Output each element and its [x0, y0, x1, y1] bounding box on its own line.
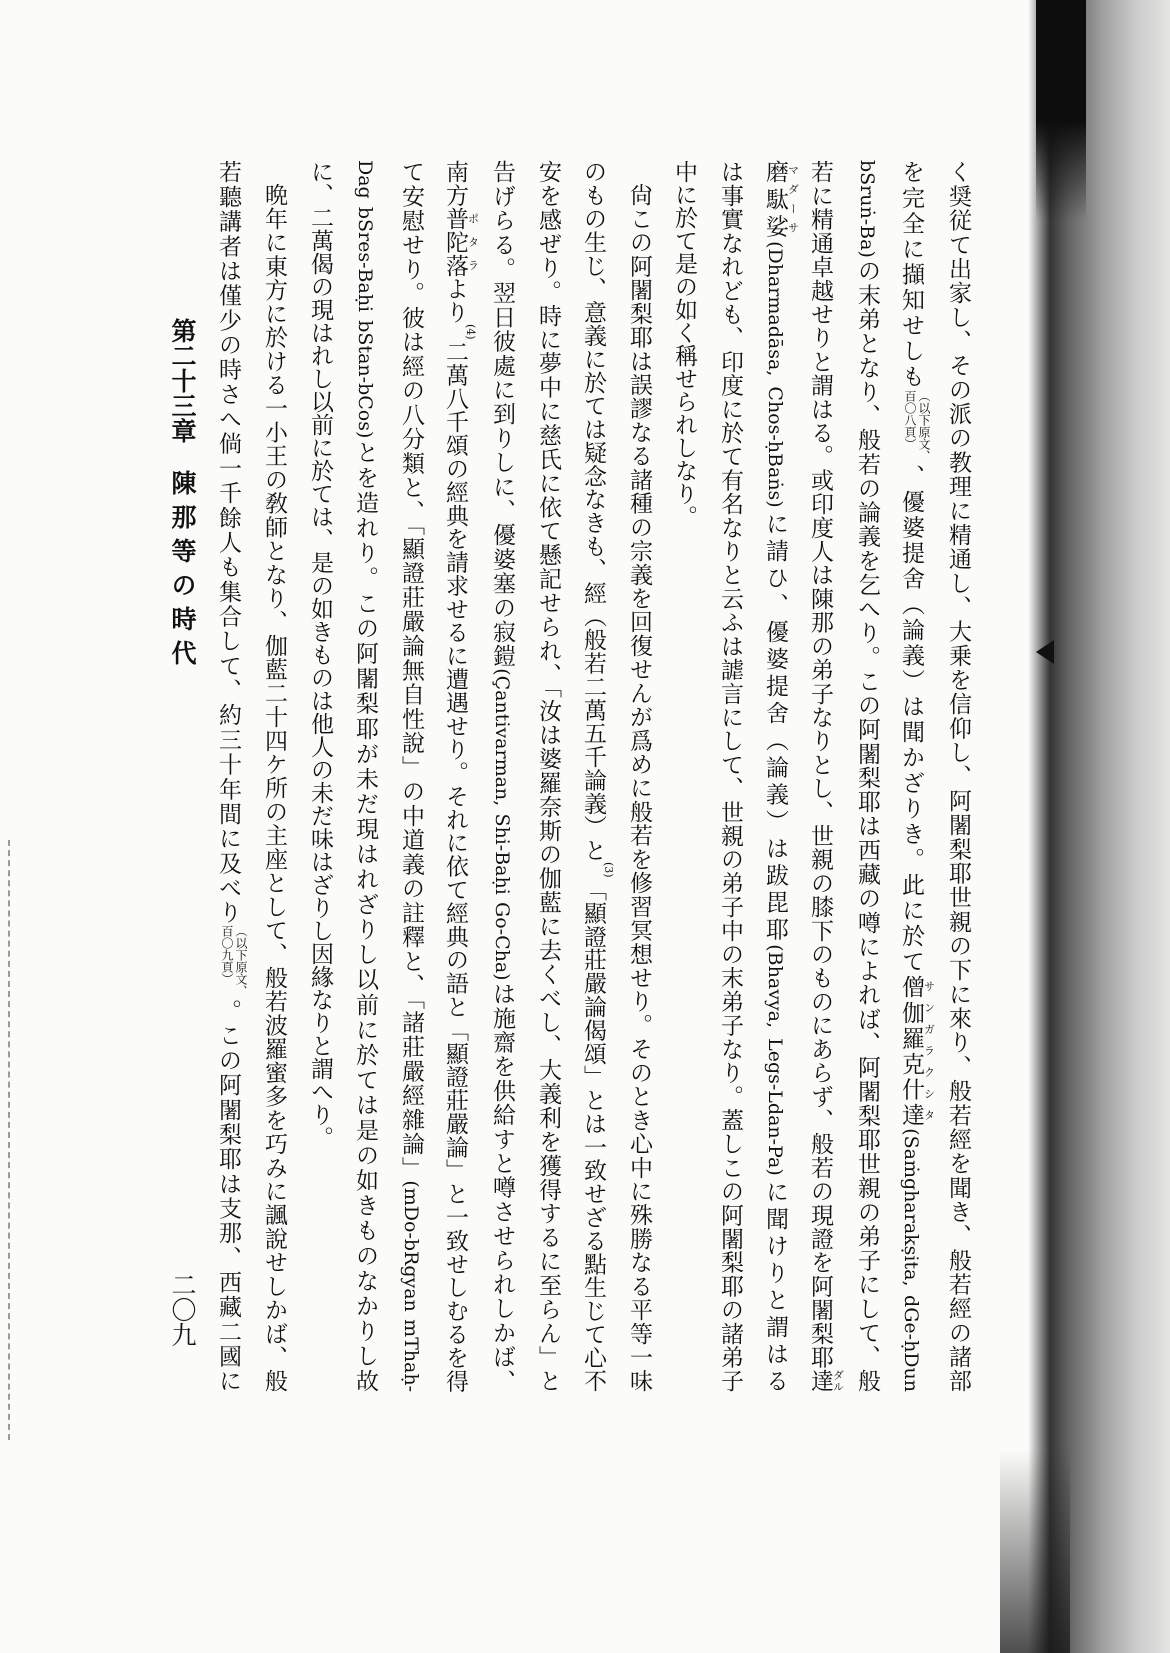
romanization: (Dharmadāsa, Chos-ḥBaṅs) [764, 241, 786, 508]
text-line-1 [935, 160, 981, 1392]
text-line-12 [433, 160, 479, 1392]
text-line-3 [844, 160, 890, 1392]
ruby-annotation [762, 160, 800, 242]
line-text: に請ひ、優婆提舍（論義）は跋毘耶 [762, 507, 788, 945]
ruby-annotation [442, 206, 480, 277]
romanization: (mDo-bRgyan mThaḥ- [400, 1180, 422, 1393]
line-text: 告げらる。翌日彼處に到りしに、優婆塞の寂鎧 [489, 160, 515, 669]
line-text: は事實なれども、印度に於て有名なりと云ふは謔言にして、世親の弟子中の末弟子なり。蓋しこの阿闍梨耶の諸弟子 [717, 160, 743, 1392]
line-text: 若に精通卓越せりと謂はる。或印度人は陳那の弟子なりとし、世親の膝下のものにあらず、般若の現證を阿闍梨耶 [807, 160, 833, 1369]
text-line-17 [205, 160, 251, 1392]
romanization: (Çantivarman, Shi-Baḥi Go-Cha) [491, 668, 513, 981]
binding-dark-edge [1036, 0, 1086, 220]
line-text: て安慰せり。彼は經の八分類と、「顯證莊嚴論無自性說」の中道義の註釋と、「諸莊嚴經雜論」 [398, 160, 424, 1181]
text-line-11 [479, 160, 525, 1392]
romanization: (Saṁgharakṣita, dGe-ḥDun [900, 1128, 922, 1393]
text-line-7 [661, 160, 707, 1392]
text-line-15 [297, 160, 343, 1392]
split-annotation [220, 925, 248, 997]
ruby-reading: ダル [831, 1369, 845, 1392]
annotation-line: （以下原文、 [917, 389, 931, 462]
text-line-16 [251, 160, 297, 1392]
line-text: 「顯證莊嚴論偈頌」とは一致せざる點生じて心不 [580, 877, 606, 1393]
line-text: 中に於て是の如く稱せられしなり。 [671, 160, 697, 528]
chapter-heading: 第二十三章 [168, 318, 197, 443]
romanization: Dag bSres-Baḥi bStan-bCos) [354, 160, 376, 439]
text-line-10 [525, 160, 571, 1392]
margin-triangle-icon [1036, 640, 1054, 664]
line-text: 南方 [442, 160, 468, 207]
text-line-2 [889, 160, 935, 1392]
ruby-reading: サンガラクシタ [922, 975, 936, 1126]
text-line-6 [707, 160, 753, 1392]
line-text: 尙この阿闍梨耶は誤謬なる諸種の宗義を回復せんが爲めに般若を修習冥想せり。そのとき心中に殊勝なる平等一味 [626, 183, 652, 1392]
ruby-base: 僧伽羅克什達 [898, 975, 924, 1129]
split-annotation [903, 390, 931, 462]
chapter-title: 陳那等の時代 [168, 470, 197, 674]
line-text: のもの生じ、意義に於ては疑念なきも、經（般若二萬五千論義）と [580, 160, 606, 862]
annotation-line: 百〇八頁） [903, 389, 917, 450]
text-line-13 [388, 160, 434, 1392]
annotation-line: （以下原文、 [234, 925, 248, 998]
ruby-base: 磨駄娑 [762, 160, 788, 242]
line-text: 、優婆提舍（論義）は聞かざりき。此に於て [898, 461, 924, 976]
line-text: 。この阿闍梨耶は支那、西藏二國に [215, 997, 241, 1393]
line-text: に、二萬偈の現はれし以前に於ては、是の如きものは他人の未だ味はざりし因緣なりと謂へり。 [307, 160, 333, 1149]
text-line-14 [342, 160, 388, 1392]
page-number: 二〇九 [168, 1272, 197, 1347]
line-text: の末弟となり、般若の論義を乞へり。この阿闍梨耶は西藏の噂によれば、阿闍梨耶世親の弟子にして、般 [854, 257, 880, 1392]
ruby-reading: マダーサ [786, 160, 800, 238]
romanization: bSruṅ-Ba) [856, 160, 878, 258]
binding-shadow [1028, 0, 1170, 1653]
ruby-reading: ポタラ [466, 206, 480, 277]
annotation-line: 百〇九頁） [220, 925, 234, 986]
line-text: とを造れり。この阿闍梨耶が未だ現はれざりし以前に於ては是の如きものなかりし故 [352, 438, 378, 1392]
ruby-annotation [898, 975, 936, 1129]
line-text: を完全に擷知せしも [898, 160, 924, 390]
ruby-base: 普陀落 [442, 206, 468, 277]
footnote-marker: (3) [602, 861, 615, 878]
line-text: 晩年に東方に於ける一小王の敎師となり、伽藍二十四ケ所の主座として、般若波羅蜜多を巧みに諷說せしかば、般 [261, 183, 287, 1392]
line-text: は施齋を供給すと噂させられしかば、 [489, 980, 515, 1393]
ruby-annotation [807, 1369, 845, 1392]
text-line-4 [798, 160, 844, 1392]
line-text: く奨従て出家し、その派の教理に精通し、大乗を信仰し、阿闍梨耶世親の下に來り、般若經を聞き、般若經の諸部 [945, 160, 971, 1392]
scan-artifact [8, 840, 10, 1440]
line-text: より [442, 276, 468, 324]
text-line-5 [753, 160, 799, 1392]
line-text: 二萬八千頌の經典を請求せるに遭遇せり。それに依て經典の語と「顯證莊嚴論」と一致せしむるを得 [442, 339, 468, 1393]
line-text: 安を感ぜり。時に夢中に慈氏に依て懸記せられ、「汝は婆羅奈斯の伽藍に去くべし、大義利を獲得するに至らん」と [535, 160, 561, 1393]
binding-bottom-shadow [1000, 1450, 1070, 1653]
footnote-marker: (4) [464, 323, 477, 340]
text-line-9 [570, 160, 616, 1392]
ruby-base: 達 [807, 1369, 833, 1392]
line-text: 若聽講者は僅少の時さへ倘一千餘人も集合して、約三十年間に及べり [215, 160, 241, 926]
romanization: (Bhavya, Legs-Ldan-Pa) [764, 944, 786, 1176]
text-line-8 [616, 160, 662, 1392]
line-text: に聞けりと謂はる [762, 1175, 788, 1392]
